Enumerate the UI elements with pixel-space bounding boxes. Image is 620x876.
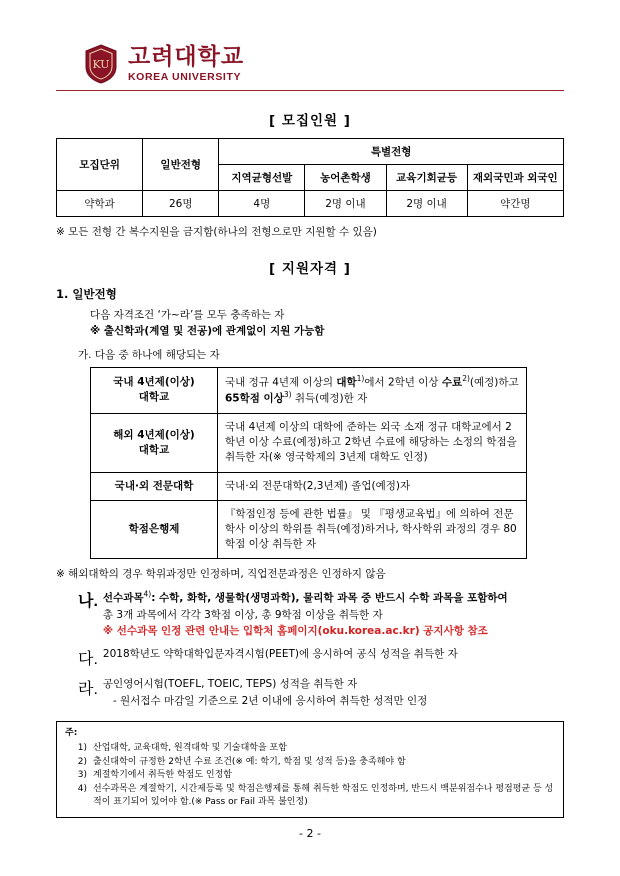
header-divider <box>56 90 564 91</box>
footnote-number: 1) <box>77 743 87 754</box>
header-special-2: 교육기회균등 <box>386 165 467 191</box>
item-da-mark: 다. <box>78 651 98 669</box>
footnote-text: 산업대학, 교육대학, 원격대학 및 기술대학을 포함 <box>93 743 287 754</box>
item-na-sup: 4) <box>143 589 152 599</box>
header-special: 특별전형 <box>219 139 564 165</box>
cell-special-3: 약간명 <box>467 191 563 217</box>
table-row <box>91 472 527 500</box>
item-da-text: 2018학년도 약학대학입문자격시험(PEET)에 응시하여 공식 성적을 취득한 자 <box>102 648 458 661</box>
footnote-number: 4) <box>77 783 87 794</box>
qualification-lead-1: 다음 자격조건 ‘가~라’를 모두 충족하는 자 <box>90 309 285 321</box>
qualification-lead-2: ※ 출신학과(계열 및 전공)에 관계없이 지원 가능함 <box>90 324 325 337</box>
footnote-title: 주: <box>65 727 78 738</box>
footnote-text: 계절학기에서 취득한 학점도 인정함 <box>93 770 232 781</box>
qual-sup-3: 3) <box>283 390 292 400</box>
footnote-item <box>65 756 555 770</box>
logo-text-english: KOREA UNIVERSITY <box>128 70 242 83</box>
item-na-mark: 나. <box>78 593 98 611</box>
qualification-item-ra <box>78 676 564 709</box>
table-row <box>91 367 527 413</box>
qual-sup-2: 2) <box>462 373 470 383</box>
cell-special-1: 2명 이내 <box>305 191 386 217</box>
table-row <box>91 413 527 472</box>
qual-text-b1: 대학 <box>336 376 357 388</box>
qual-text-b2: 수료 <box>441 376 463 388</box>
qual-body-overseas-4yr: 국내 4년제 이상의 대학에 준하는 외국 소재 정규 대학교에서 2학년 이상 수료(예정)하고 2학년 수료에 해당하는 소정의 학점을 취득한 자(※ 영국학제의 3년제 대학도 인정) <box>218 413 527 472</box>
item-na-rest: : 수학, 화학, 생물학(생명과학), 물리학 과목 중 반드시 수학 과목을 포함하여 <box>151 592 508 605</box>
cell-special-2: 2명 이내 <box>386 191 467 217</box>
qual-sup-1: 1) <box>356 373 365 383</box>
footnote-item <box>65 769 555 783</box>
item-na-line3: ※ 선수과목 인정 관련 안내는 입학처 홈페이지(oku.korea.ac.kr) 공지사항 참조 <box>102 625 488 637</box>
qualification-item-ga: 가. 다음 중 하나에 해당되는 자 <box>78 348 220 361</box>
footnote-item <box>65 783 555 810</box>
qual-body-credit-bank: 『학점인정 등에 관한 법률』 및 『평생교육법』에 의하여 전문학사 이상의 학위를 취득(예정)하거나, 학사학위 과정의 경우 80학점 이상 취득한 자 <box>218 500 527 559</box>
crest-icon <box>84 44 118 84</box>
table-header-row <box>57 139 564 165</box>
footnote-text: 선수과목은 계절학기, 시간제등록 및 학점은행제를 통해 취득한 학점도 인정하며, 반드시 백분위점수나 평점평균 등 성적이 표기되어 있어야 함.(※ Pass or Fail 과목 불인정) <box>93 783 554 808</box>
section-title-qualification: [ 지원자격 ] <box>269 261 351 277</box>
logo-text-korean: 고려대학교 <box>128 43 245 70</box>
qual-text-mid2: (예정)하고 <box>469 376 519 388</box>
page-number: - 2 - <box>299 827 321 840</box>
university-logo <box>56 44 564 84</box>
qualification-item-da <box>78 646 564 669</box>
header-special-0: 지역균형선발 <box>219 165 305 191</box>
header-general: 일반전형 <box>143 139 219 191</box>
item-na-line2: 총 3개 과목에서 각각 3학점 이상, 총 9학점 이상을 취득한 자 <box>102 608 383 621</box>
qual-body-college: 국내·외 전문대학(2,3년제) 졸업(예정)자 <box>218 472 527 500</box>
recruitment-note: ※ 모든 전형 간 복수지원을 금지함(하나의 전형으로만 지원할 수 있음) <box>56 226 377 238</box>
overseas-note: ※ 해외대학의 경우 학위과정만 인정하며, 직업전문과정은 인정하지 않음 <box>56 568 386 581</box>
item-ra-mark: 라. <box>78 681 98 699</box>
footnote-item <box>65 742 555 756</box>
qual-head-domestic-4yr: 국내 4년제(이상) 대학교 <box>91 367 218 413</box>
qual-text-b3: 65학점 이상 <box>225 392 284 405</box>
section-title-recruitment: [ 모집인원 ] <box>269 113 351 129</box>
qual-text-end: 취득(예정)한 자 <box>291 392 368 405</box>
recruitment-table <box>56 138 564 217</box>
header-special-3: 재외국민과 외국인 <box>467 165 563 191</box>
header-special-1: 농어촌학생 <box>305 165 386 191</box>
qual-body-domestic-4yr <box>218 367 527 413</box>
qual-head-overseas-4yr: 해외 4년제(이상) 대학교 <box>91 413 218 472</box>
qualification-heading-1: 1. 일반전형 <box>56 287 117 301</box>
qualification-table <box>90 367 527 560</box>
qual-text-mid: 에서 2학년 이상 <box>364 376 442 388</box>
qual-text-pre: 국내 정규 4년제 이상의 <box>225 376 337 388</box>
qual-head-credit-bank: 학점은행제 <box>91 500 218 559</box>
footnote-text: 출신대학이 규정한 2학년 수료 조건(※ 예: 학기, 학점 및 성적 등)을 충족해야 함 <box>93 756 406 767</box>
item-ra-sub: - 원서접수 마감일 기준으로 2년 이내에 응시하여 취득한 성적만 인정 <box>112 694 428 707</box>
item-ra-text: 공인영어시험(TOEFL, TOEIC, TEPS) 성적을 취득한 자 <box>102 678 358 691</box>
table-row <box>57 191 564 217</box>
item-na-label: 선수과목 <box>102 592 144 605</box>
header-unit: 모집단위 <box>57 139 143 191</box>
svg-text:KU: KU <box>92 58 110 71</box>
cell-unit: 약학과 <box>57 191 143 217</box>
table-row <box>91 500 527 559</box>
cell-special-0: 4명 <box>219 191 305 217</box>
footnote-number: 2) <box>77 756 87 767</box>
footnote-number: 3) <box>77 770 87 781</box>
footnote-box <box>56 721 564 818</box>
cell-general: 26명 <box>143 191 219 217</box>
qual-head-college: 국내·외 전문대학 <box>91 472 218 500</box>
qualification-item-na <box>78 588 564 639</box>
